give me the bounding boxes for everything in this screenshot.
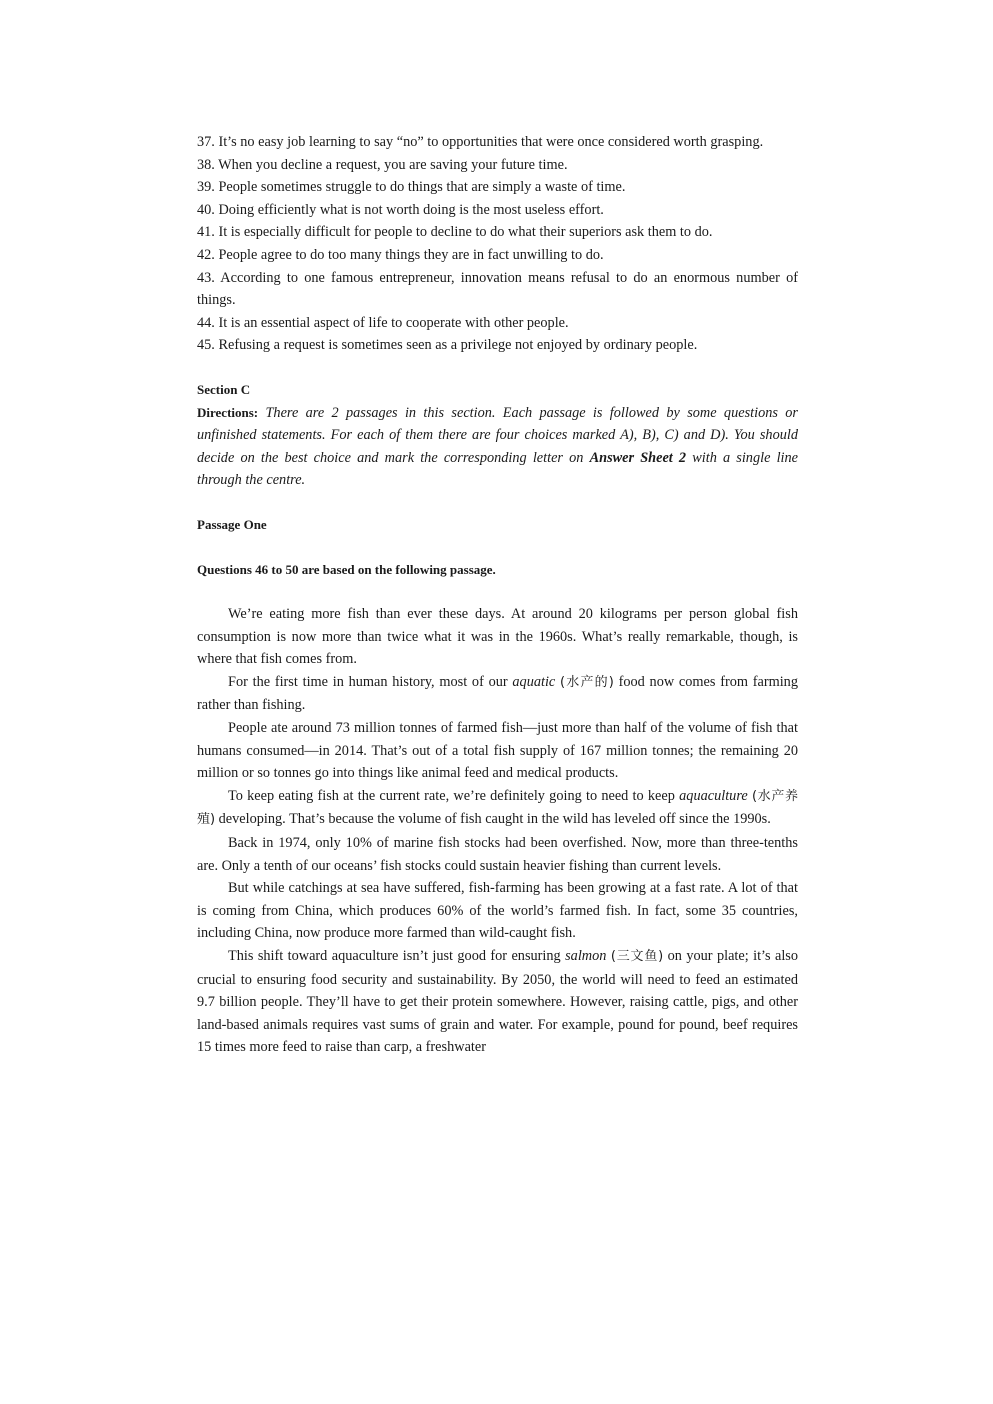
statement-39: 39. People sometimes struggle to do things that are simply a waste of time. xyxy=(197,179,626,196)
paragraph-4-text-b: developing. That’s because the volume of fish caught in the wild has leveled off since the 1990s. xyxy=(215,811,771,828)
paragraph-7 xyxy=(197,945,798,1059)
paragraph-4-text-a: To keep eating fish at the current rate, we’re definitely going to need to keep xyxy=(228,787,680,804)
term-aquatic: aquatic xyxy=(512,673,556,690)
paragraph-7-text-a: This shift toward aquaculture isn’t just good for ensuring xyxy=(228,948,566,964)
statement-45: 45. Refusing a request is sometimes seen as a privilege not enjoyed by ordinary people. xyxy=(197,337,698,354)
paragraph-2 xyxy=(197,671,798,717)
directions-label: Directions: xyxy=(197,404,259,420)
statement-41: 41. It is especially difficult for people to decline to do what their superiors ask them to do. xyxy=(197,224,713,241)
statement-44: 44. It is an essential aspect of life to cooperate with other people. xyxy=(197,314,569,331)
term-salmon: salmon xyxy=(565,948,607,964)
questions-note: Questions 46 to 50 are based on the following passage. xyxy=(197,561,496,577)
exam-page xyxy=(197,131,798,1059)
spacer xyxy=(197,537,798,559)
chinese-gloss-aquatic: (水产的) xyxy=(560,674,614,690)
paragraph-5: Back in 1974, only 10% of marine fish stocks had been overfished. Now, more than three-tenths are. Only a tenth of our oceans’ fish stocks could sustain heavier fishing than current levels. xyxy=(197,835,798,874)
directions-text-2: with a single line through the centre. xyxy=(197,449,799,489)
term-aquaculture: aquaculture xyxy=(679,787,748,804)
statement-38: 38. When you decline a request, you are saving your future time. xyxy=(197,156,568,173)
chinese-gloss-salmon: (三文鱼) xyxy=(610,949,664,964)
chinese-gloss-aquaculture: (水产养殖) xyxy=(197,788,798,828)
passage-title: Passage One xyxy=(197,516,267,532)
directions xyxy=(197,402,798,492)
directions-text-1: There are 2 passages in this section. Each passage is followed by some questions or unfinished statements. For each of them there are four choices marked A), B), C) and D). You should decide on the best choice and mark the corresponding letter on xyxy=(197,404,798,466)
paragraph-3: People ate around 73 million tonnes of farmed fish—just more than half of the volume of fish that humans consumed—in 2014. That’s out of a total fish supply of 167 million tonnes; the remaining 20 million or so tonnes go into things like animal feed and medical products. xyxy=(197,720,798,782)
paragraph-1: We’re eating more fish than ever these days. At around 20 kilograms per person global fish consumption is now more than twice what it was in the 1960s. What’s really remarkable, though, is where that fish comes from. xyxy=(197,606,798,668)
statement-40: 40. Doing efficiently what is not worth doing is the most useless effort. xyxy=(197,201,604,218)
statement-42: 42. People agree to do too many things they are in fact unwilling to do. xyxy=(197,246,604,263)
section-c-heading: Section C xyxy=(197,381,251,397)
paragraph-2-text-b: food now comes from farming rather than fishing. xyxy=(197,673,798,714)
paragraph-6: But while catchings at sea have suffered, fish-farming has been growing at a fast rate. A lot of that is coming from China, which produces 60% of the world’s farmed fish. In fact, some 35 countries, including China, now produce more farmed than wild-caught fish. xyxy=(197,880,798,942)
statement-43: 43. According to one famous entrepreneur, innovation means refusal to do an enormous number of things. xyxy=(197,269,798,309)
paragraph-4 xyxy=(197,785,798,832)
answer-sheet-label: Answer Sheet 2 xyxy=(589,449,687,466)
paragraph-2-text-a: For the first time in human history, most of our xyxy=(228,673,513,690)
spacer xyxy=(197,581,798,603)
statement-37: 37. It’s no easy job learning to say “no” to opportunities that were once considered worth grasping. xyxy=(197,134,764,150)
paragraph-7-text-b: on your plate; it’s also crucial to ensuring food security and sustainability. By 2050, the world will need to feed an estimated 9.7 billion people. They’ll have to get their protein somewhere. However, raising cattle, pigs, and other land-based animals requires vast sums of grain and water. For example, pound for pound, beef requires 15 times more feed to raise than carp, a freshwater xyxy=(197,948,799,1056)
spacer xyxy=(197,492,798,514)
spacer xyxy=(197,357,798,379)
